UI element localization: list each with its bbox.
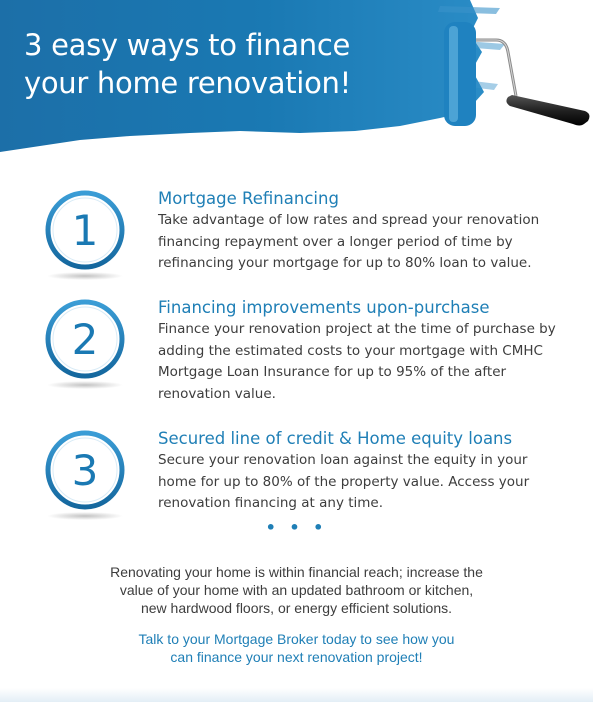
step-body-3: Secure your renovation loan against the equity in your home for up to 80% of the property value. Access your renovation financing at any time.: [158, 452, 530, 511]
footer-fade: [0, 688, 593, 702]
closing-line-1: Renovating your home is within financial reach; increase the: [110, 564, 483, 580]
step-title-3: Secured line of credit & Home equity loans: [158, 429, 513, 448]
paint-roller-icon: [444, 22, 589, 126]
section-separator: • • •: [265, 518, 328, 537]
header-banner: [0, 0, 593, 160]
step-body-2: Finance your renovation project at the time of purchase by adding the estimated costs to your mortgage with CMHC Mortgage Loan Insurance for up to 95% of the after renovation value.: [158, 321, 556, 402]
badge-number-2: 2: [71, 315, 99, 364]
number-badge-2: [40, 297, 130, 393]
badge-number-1: 1: [71, 206, 99, 255]
cta-line-2: can finance your next renovation project!: [170, 649, 423, 665]
closing-line-2: value of your home with an updated bathroom or kitchen,: [119, 582, 474, 598]
closing-paragraph: [0, 563, 593, 617]
page-title: [24, 26, 351, 102]
cta-line-1: Talk to your Mortgage Broker today to see how you: [138, 631, 455, 647]
number-badge-3: [40, 428, 130, 524]
title-line-1: 3 easy ways to finance: [24, 28, 351, 62]
number-badge-1: [40, 188, 130, 284]
step-title-1: Mortgage Refinancing: [158, 189, 339, 208]
call-to-action: [0, 630, 593, 666]
closing-line-3: new hardwood floors, or energy efficient solutions.: [140, 600, 453, 616]
step-body-1: Take advantage of low rates and spread your renovation financing repayment over a longer period of time by refinancing your mortgage for up to 80% loan to value.: [158, 212, 540, 271]
title-line-2: your home renovation!: [24, 66, 351, 100]
badge-number-3: 3: [71, 446, 99, 495]
step-title-2: Financing improvements upon-purchase: [158, 298, 490, 317]
